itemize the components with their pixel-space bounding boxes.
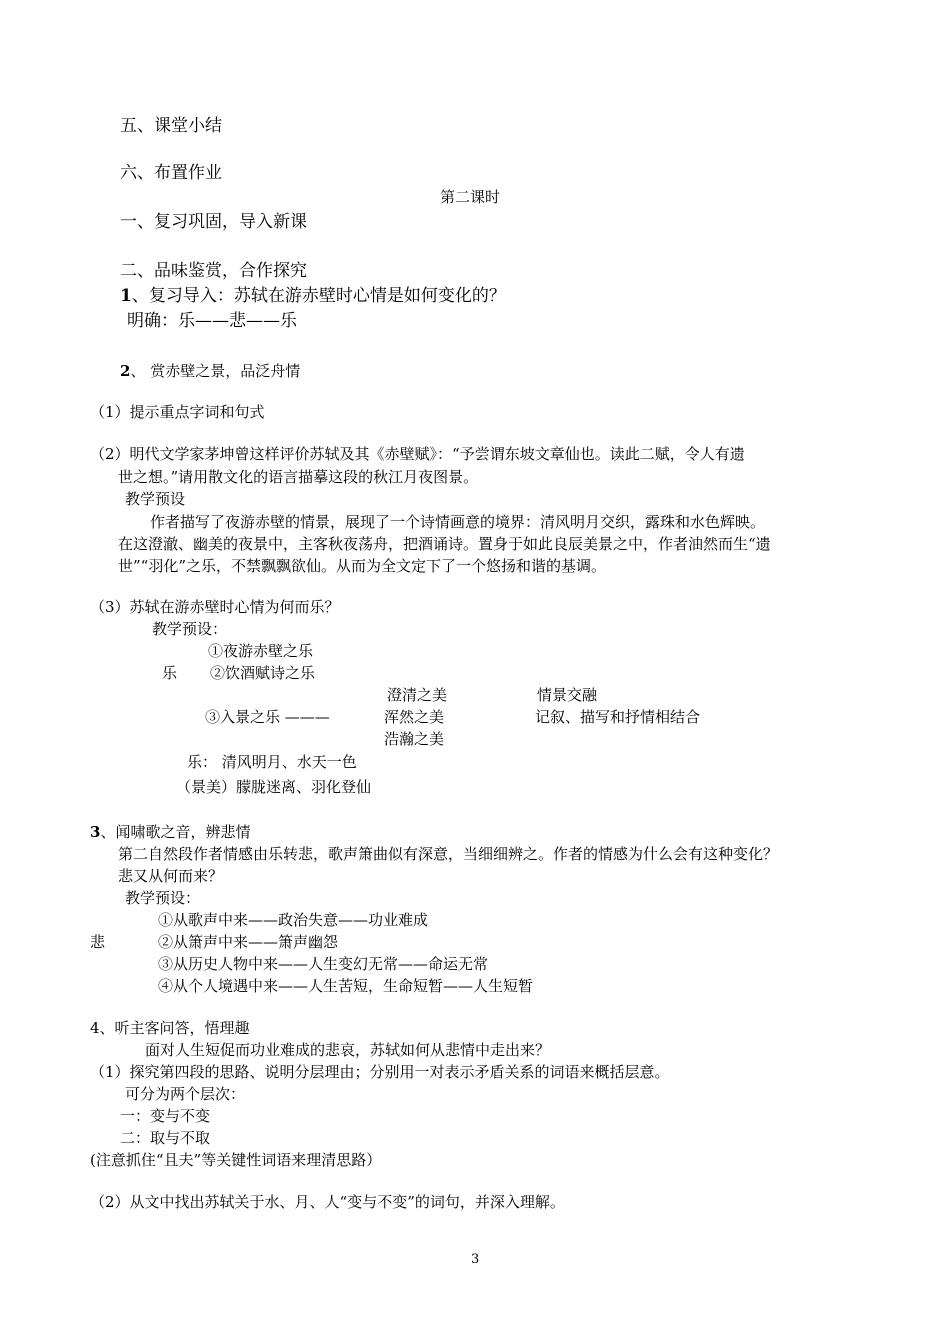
bei-item-3: ③从历史人物中来——人生变幻无常——命运无常 xyxy=(158,955,489,973)
preset-paragraph-line-3: 世”“羽化”之乐，不禁飘飘欲仙。从而为全文定下了一个悠扬和谐的基调。 xyxy=(118,557,607,575)
question-4-level-2: 二：取与不取 xyxy=(120,1129,211,1147)
section-2-heading: 二、品味鉴赏，合作探究 xyxy=(120,261,307,281)
le-item-2: ②饮酒赋诗之乐 xyxy=(210,664,316,682)
feeling-2: 记叙、描写和抒情相结合 xyxy=(535,708,701,726)
question-4-level-1: 一：变与不变 xyxy=(120,1107,211,1125)
le-summary-2: （景美）朦胧迷离、羽化登仙 xyxy=(176,778,372,796)
question-1-text: 、复习导入：苏轼在游赤壁时心情是如何变化的？ xyxy=(131,286,506,306)
bei-item-4: ④从个人境遇中来——人生苦短，生命短暂——人生短暂 xyxy=(158,977,534,995)
question-2-sub-1: （1）提示重点字词和句式 xyxy=(90,403,265,421)
question-1-answer: 明确：乐——悲——乐 xyxy=(127,311,297,331)
question-4-note: (注意抓住“且夫”等关键性词语来理清思路） xyxy=(90,1151,382,1169)
beauty-3: 浩瀚之美 xyxy=(384,730,445,748)
question-1 xyxy=(120,288,506,305)
question-1-number: 1 xyxy=(120,286,132,306)
question-4-sub-2: （2）从文中找出苏轼关于水、月、人“变与不变”的词句，并深入理解。 xyxy=(90,1193,565,1211)
preset-paragraph-line-1: 作者描写了夜游赤壁的情景，展现了一个诗情画意的境界：清风明月交织，露珠和水色辉映。 xyxy=(150,513,766,531)
question-2-sub-2-line-2: 世之想。”请用散文化的语言描摹这段的秋江月夜图景。 xyxy=(118,468,479,486)
section-5-heading: 五、课堂小结 xyxy=(120,116,222,136)
bei-item-2: ②从箫声中来——箫声幽怨 xyxy=(158,933,339,951)
section-6-heading: 六、布置作业 xyxy=(120,163,222,183)
question-3-paragraph-line-1: 第二自然段作者情感由乐转悲，歌声箫曲似有深意，当细细辨之。作者的情感为什么会有这种变化？ xyxy=(118,845,779,863)
le-item-1: ①夜游赤壁之乐 xyxy=(208,642,314,660)
section-1-heading: 一、复习巩固，导入新课 xyxy=(120,212,307,232)
le-summary-1: 乐： 清风明月、水天一色 xyxy=(187,753,357,771)
question-4-title: 4、听主客问答，悟理趣 xyxy=(90,1019,250,1037)
teaching-preset-label-q3: 教学预设： xyxy=(125,889,201,907)
le-item-3: ③入景之乐 ——— xyxy=(205,708,330,726)
question-2-sub-2-line-1: （2）明代文学家茅坤曾这样评价苏轼及其《赤壁赋》：“予尝谓东坡文章仙也。读此二赋，令人有遗 xyxy=(90,445,745,463)
question-4-sub-1: （1）探究第四段的思路、说明分层理由；分别用一对表示矛盾关系的词语来概括层意。 xyxy=(90,1063,670,1081)
beauty-2: 浑然之美 xyxy=(384,708,445,726)
bei-item-1: ①从歌声中来——政治失意——功业难成 xyxy=(158,911,429,929)
le-label: 乐 xyxy=(162,664,178,682)
teaching-preset-label-3: 教学预设： xyxy=(152,620,228,638)
question-4-intro: 面对人生短促而功业难成的悲哀，苏轼如何从悲情中走出来？ xyxy=(145,1041,551,1059)
teaching-preset-label: 教学预设 xyxy=(125,490,186,508)
bei-label: 悲 xyxy=(90,933,106,951)
page-number: 3 xyxy=(471,1252,480,1267)
question-2-text: 、 赏赤壁之景，品泛舟情 xyxy=(130,362,301,380)
question-3-number: 3 xyxy=(90,823,101,841)
question-4-levels: 可分为两个层次： xyxy=(125,1085,246,1103)
question-2-number: 2 xyxy=(120,362,131,380)
question-2-sub-3: （3）苏轼在游赤壁时心情为何而乐？ xyxy=(90,598,340,616)
question-3-text: 、闻啸歌之音，辨悲情 xyxy=(100,823,251,841)
lesson-2-title: 第二课时 xyxy=(440,188,501,206)
beauty-1: 澄清之美 xyxy=(387,686,448,704)
question-3-paragraph-line-2: 悲又从何而来？ xyxy=(118,867,224,885)
question-2 xyxy=(120,364,300,379)
feeling-1: 情景交融 xyxy=(537,686,598,704)
question-3 xyxy=(90,825,250,840)
preset-paragraph-line-2: 在这澄澈、幽美的夜景中，主客秋夜荡舟，把酒诵诗。置身于如此良辰美景之中，作者油然而生“遗 xyxy=(118,535,771,553)
